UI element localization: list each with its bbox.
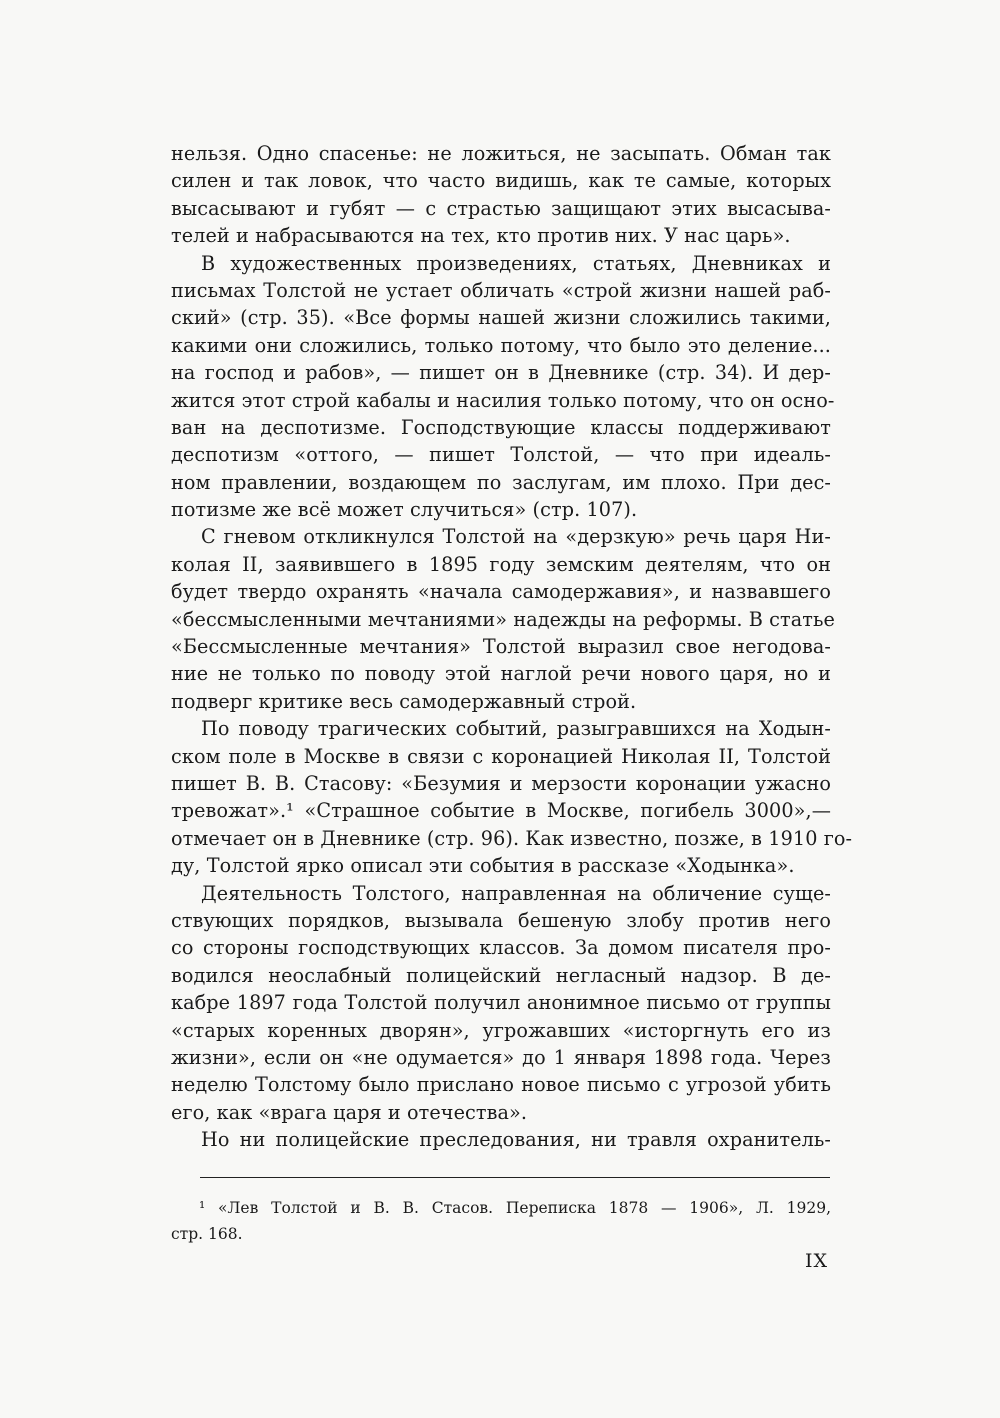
body-text <box>171 140 853 1153</box>
text-line: нельзя. Одно спасенье: не ложиться, не засыпать. Обман так <box>171 142 831 165</box>
text-line: По поводу трагических событий, разыгравшихся на Ходын- <box>201 717 831 741</box>
text-line: жится этот строй кабалы и насилия только потому, что он осно- <box>171 388 835 412</box>
text-line: ду, Толстой ярко описал эти события в рассказе «Ходынка». <box>171 854 795 878</box>
text-line: тревожат».¹ «Страшное событие в Москве, погибель 3000»,— <box>171 799 831 823</box>
text-line: водился неослабный полицейский негласный надзор. В де- <box>171 963 831 987</box>
text-line: ском поле в Москве в связи с коронацией Николая II, Толстой <box>171 744 831 768</box>
text-line: телей и набрасываются на тех, кто против них. У нас царь». <box>171 224 791 248</box>
text-line: «старых коренных дворян», угрожавших «исторгнуть его из <box>171 1018 831 1042</box>
text-line: какими они сложились, только потому, что было это деление... <box>171 333 831 357</box>
text-line: высасывают и губят — с страстью защищают этих высасыва- <box>171 196 831 220</box>
text-line: ван на деспотизме. Господствующие классы поддерживают <box>171 415 831 439</box>
footnote-line-2: стр. 168. <box>171 1225 243 1243</box>
text-line: «бессмысленными мечтаниями» надежды на реформы. В статье <box>171 607 835 631</box>
text-line: В художественных произведениях, статьях, Дневниках и <box>201 251 831 275</box>
text-line: жизни», если он «не одумается» до 1 января 1898 года. Через <box>171 1045 831 1069</box>
text-line: подверг критике весь самодержавный строй. <box>171 689 637 713</box>
footnote-divider <box>200 1177 830 1178</box>
text-line: ствующих порядков, вызывала бешеную злобу против него <box>171 908 831 932</box>
text-line: письмах Толстой не устает обличать «строй жизни нашей раб- <box>171 278 831 302</box>
text-line: отмечает он в Дневнике (стр. 96). Как известно, позже, в 1910 го- <box>171 826 853 850</box>
text-line: «Бессмысленные мечтания» Толстой выразил свое негодова- <box>171 635 831 659</box>
text-line: на господ и рабов», — пишет он в Дневнике (стр. 34). И дер- <box>171 361 831 385</box>
text-line: пишет В. В. Стасову: «Безумия и мерзости коронации ужасно <box>171 771 831 795</box>
footnote <box>171 1195 831 1247</box>
text-line: ский» (стр. 35). «Все формы нашей жизни сложились такими, <box>171 306 831 330</box>
text-line: неделю Толстому было прислано новое письмо с угрозой убить <box>171 1073 831 1097</box>
text-line: потизме же всё может случиться» (стр. 107). <box>171 498 638 522</box>
text-line: колая II, заявившего в 1895 году земским деятелям, что он <box>171 552 831 576</box>
text-line: силен и так ловок, что часто видишь, как те самые, которых <box>171 169 831 193</box>
text-line: ном правлении, воздающем по заслугам, им плохо. При дес- <box>171 470 831 494</box>
text-line: будет твердо охранять «начала самодержавия», и назвавшего <box>171 580 831 604</box>
text-line: деспотизм «оттого, — пишет Толстой, — что при идеаль- <box>171 443 831 467</box>
text-line: С гневом откликнулся Толстой на «дерзкую» речь царя Ни- <box>201 525 831 549</box>
footnote-line-1: ¹ «Лев Толстой и В. В. Стасов. Переписка 1878 — 1906», Л. 1929, <box>199 1199 831 1217</box>
text-line: кабре 1897 года Толстой получил анонимное письмо от группы <box>171 991 831 1015</box>
text-line: его, как «врага царя и отечества». <box>171 1100 528 1124</box>
text-line: ние не только по поводу этой наглой речи нового царя, но и <box>171 662 831 686</box>
text-line: Но ни полицейские преследования, ни травля охранитель- <box>201 1128 831 1152</box>
page-number: IX <box>804 1250 828 1272</box>
text-line: Деятельность Толстого, направленная на обличение суще- <box>201 881 831 905</box>
text-line: со стороны господствующих классов. За домом писателя про- <box>171 936 831 960</box>
